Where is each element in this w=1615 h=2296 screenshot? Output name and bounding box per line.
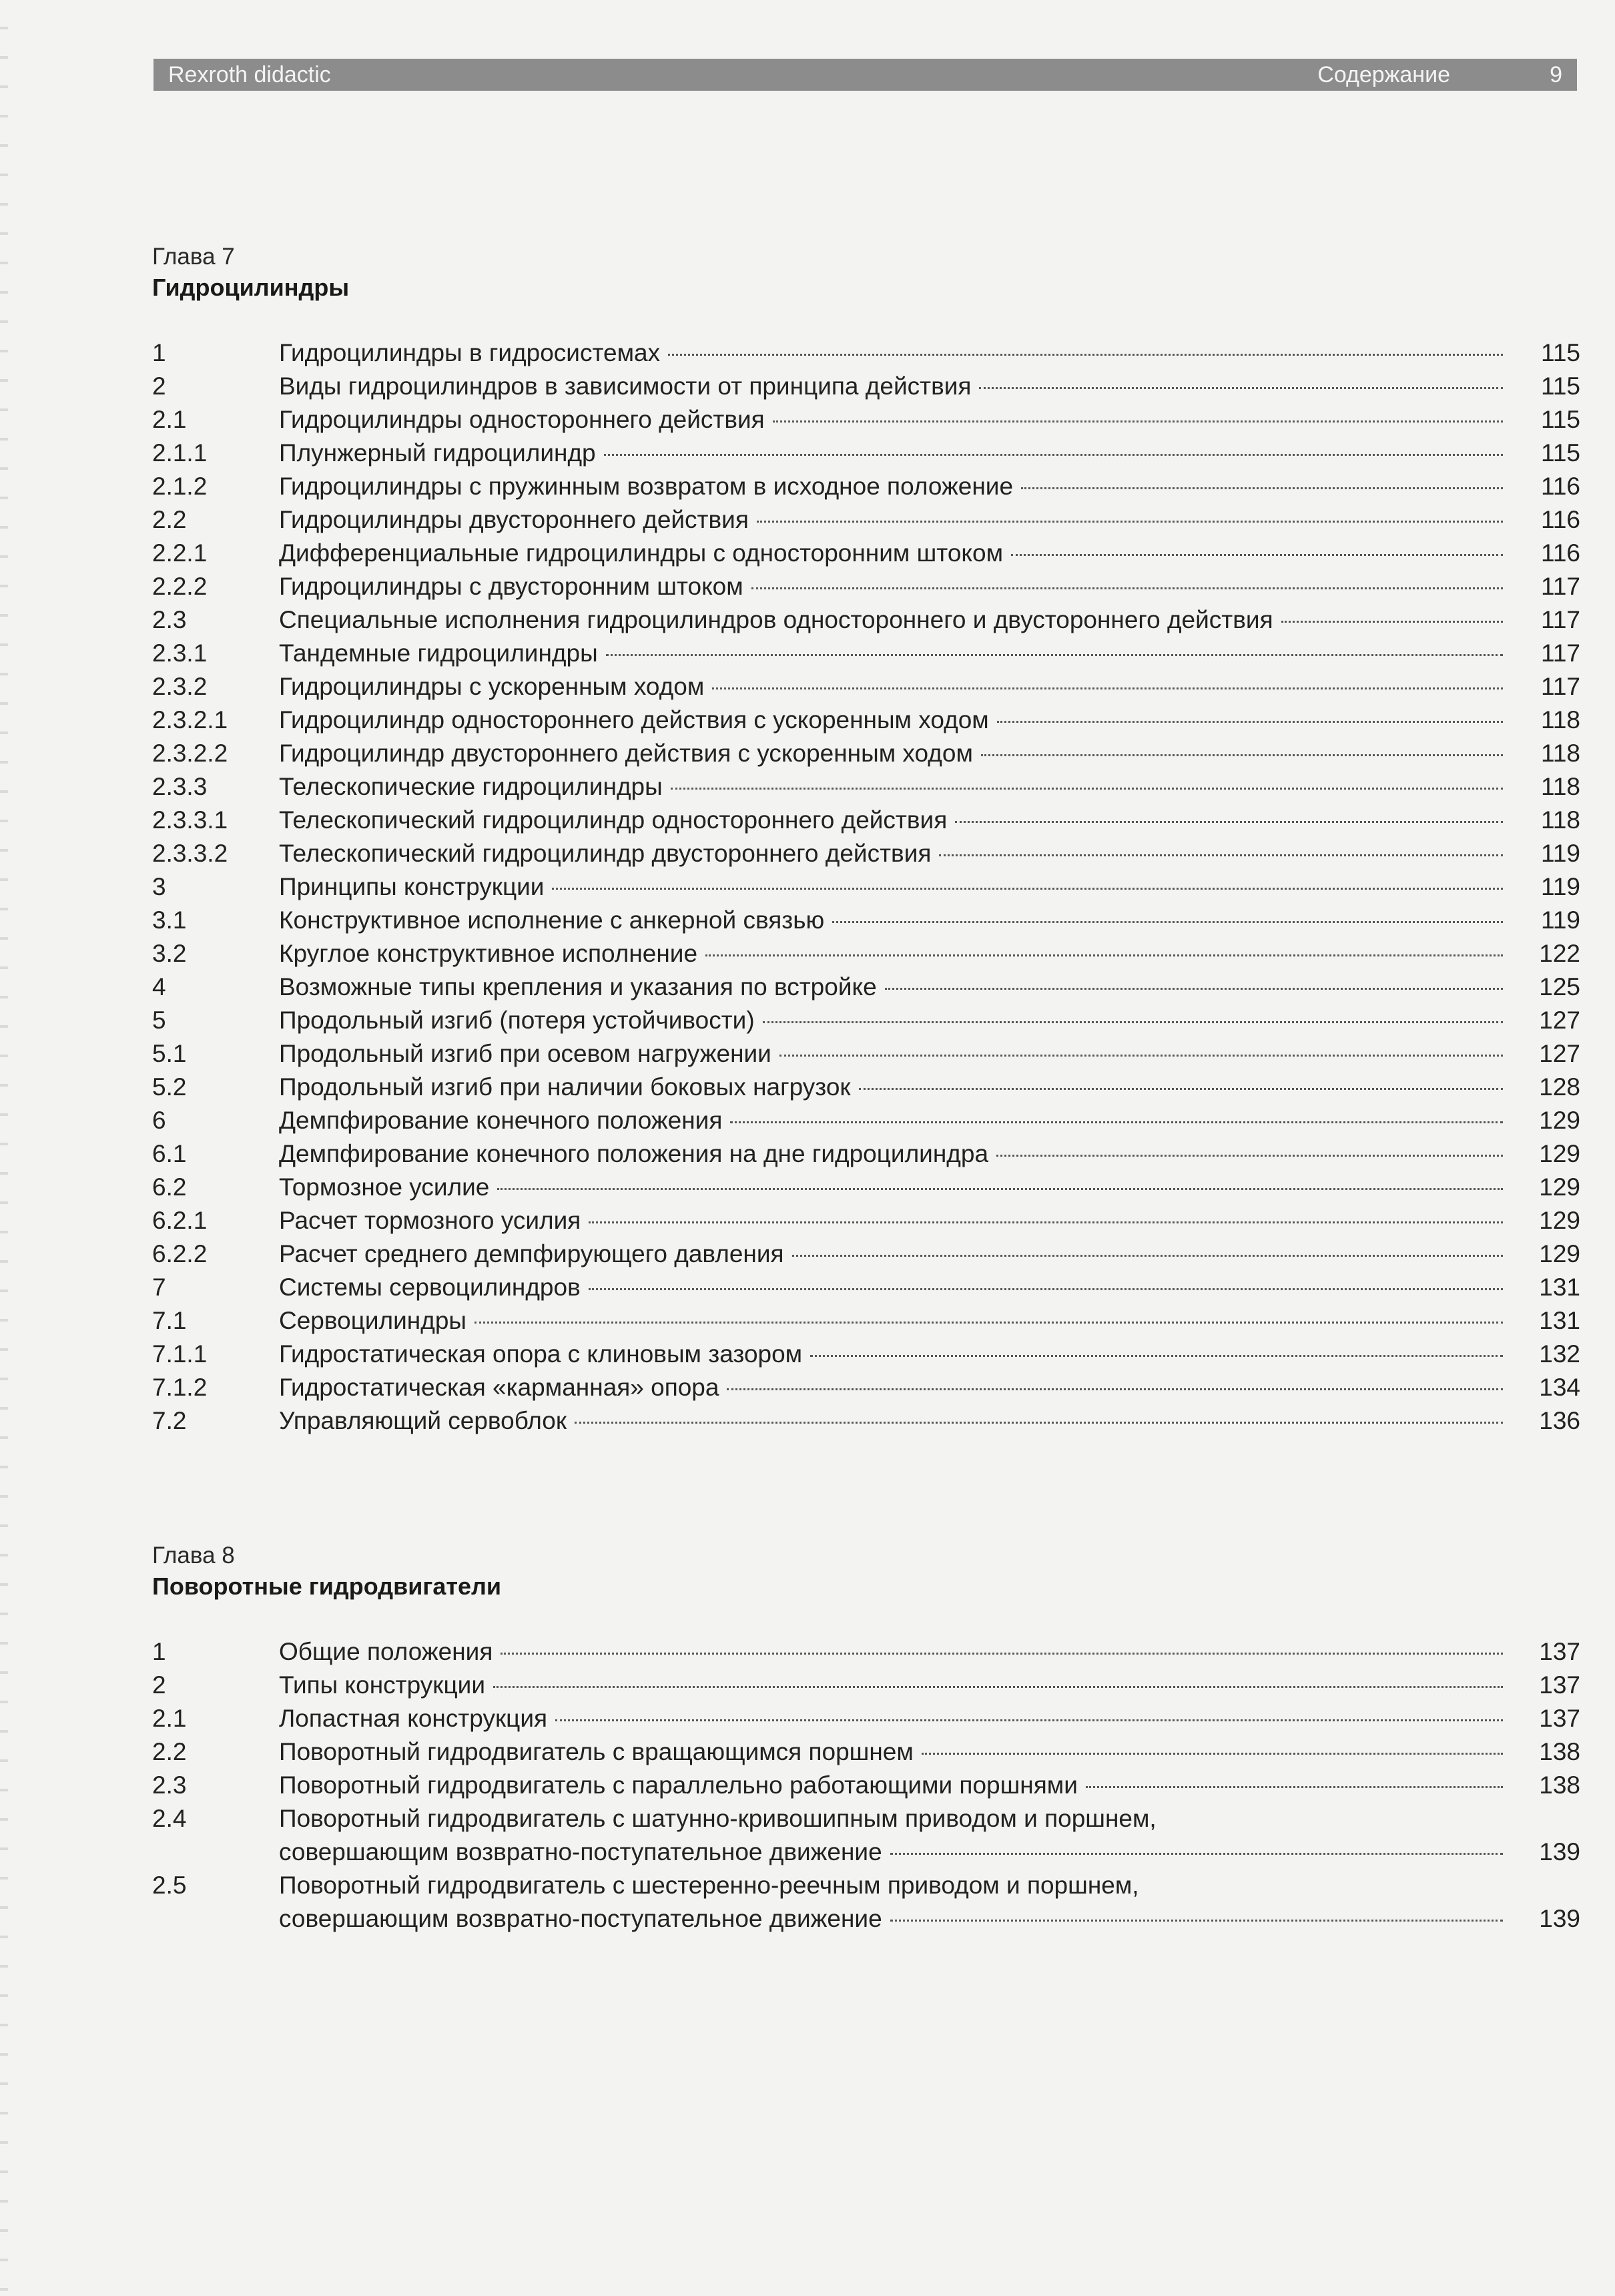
toc-entry-title: Плунжерный гидроцилиндр — [279, 439, 596, 467]
toc-dot-leader — [859, 1088, 1503, 1090]
toc-entry-number: 3.1 — [152, 906, 187, 934]
toc-entry — [152, 1735, 1580, 1769]
toc-entry-page: 127 — [1539, 1007, 1580, 1034]
toc-entry-number: 1 — [152, 339, 166, 366]
toc-dot-leader — [773, 420, 1503, 422]
toc-entry-page: 117 — [1541, 673, 1580, 700]
toc-entry — [152, 670, 1580, 703]
toc-entry — [152, 437, 1580, 470]
toc-dot-leader — [575, 1422, 1503, 1424]
toc-dot-leader — [1281, 621, 1503, 623]
toc-entry-number: 2.3.3 — [152, 773, 208, 800]
toc-entry-page: 118 — [1541, 806, 1580, 834]
toc-entry — [152, 637, 1580, 670]
toc-entry-page: 129 — [1539, 1140, 1580, 1167]
toc-entry-number: 2.3.3.2 — [152, 840, 228, 867]
toc-entry — [152, 1004, 1580, 1037]
toc-entry-page: 129 — [1539, 1240, 1580, 1267]
toc-entry — [152, 1338, 1580, 1371]
toc-entry-page: 131 — [1539, 1273, 1580, 1301]
toc-entry-title-continued: совершающим возвратно-поступательное движение — [279, 1905, 882, 1932]
toc-entry-number: 5.2 — [152, 1073, 187, 1101]
toc-dot-leader — [779, 1055, 1503, 1057]
toc-entry-title: Круглое конструктивное исполнение — [279, 940, 698, 967]
toc-entry — [152, 870, 1580, 904]
toc-entry — [152, 1304, 1580, 1338]
toc-entry-number: 2.1.2 — [152, 473, 208, 500]
toc-entry — [152, 1271, 1580, 1304]
toc-entry-title-continued: совершающим возвратно-поступательное движение — [279, 1838, 882, 1866]
toc-entry-title: Гидростатическая опора с клиновым зазором — [279, 1340, 803, 1368]
toc-entry-title: Поворотный гидродвигатель с шатунно-кривошипным приводом и поршнем, — [279, 1805, 1157, 1832]
toc-entry-number: 5 — [152, 1007, 166, 1034]
toc-entry — [152, 1869, 1580, 1936]
toc-dot-leader — [792, 1255, 1503, 1257]
toc-entry-title: Гидроцилиндры двустороннего действия — [279, 506, 749, 533]
toc-entry — [152, 1104, 1580, 1137]
toc-entry — [152, 1702, 1580, 1735]
toc-entry-page: 139 — [1539, 1905, 1580, 1932]
toc-entry-title: Продольный изгиб при наличии боковых нагрузок — [279, 1073, 851, 1101]
toc-entry-page: 118 — [1541, 706, 1580, 734]
toc-entry — [152, 1037, 1580, 1071]
toc-dot-leader — [996, 1155, 1503, 1157]
toc-entry — [152, 1769, 1580, 1802]
toc-entry-title: Гидроцилиндры с двусторонним штоком — [279, 573, 743, 600]
toc-entry-page: 132 — [1539, 1340, 1580, 1368]
toc-entry-title: Гидроцилиндры в гидросистемах — [279, 339, 661, 366]
toc-dot-leader — [997, 721, 1503, 723]
toc-entry — [152, 336, 1580, 370]
toc-entry-number: 2.1 — [152, 406, 187, 433]
toc-entry-title: Лопастная конструкция — [279, 1705, 548, 1732]
toc-entry-page: 127 — [1539, 1040, 1580, 1067]
toc-entry-number: 2.2.2 — [152, 573, 208, 600]
toc-entry-number: 6.1 — [152, 1140, 187, 1167]
toc-entry-number: 7 — [152, 1273, 166, 1301]
toc-entry-title: Гидроцилиндр одностороннего действия с ускоренным ходом — [279, 706, 989, 734]
toc-entry — [152, 370, 1580, 403]
toc-dot-leader — [705, 954, 1503, 956]
toc-entry-title: Системы сервоцилиндров — [279, 1273, 581, 1301]
toc-dot-leader — [981, 754, 1503, 756]
toc-entry-page: 115 — [1541, 406, 1580, 433]
toc-entry-page: 137 — [1539, 1671, 1580, 1699]
toc-entry — [152, 603, 1580, 637]
toc-dot-leader — [604, 454, 1503, 456]
toc-dot-leader — [763, 1021, 1503, 1023]
toc-entry-page: 128 — [1539, 1073, 1580, 1101]
toc-entry-title: Тандемные гидроцилиндры — [279, 639, 598, 667]
toc-entry-number: 2.3 — [152, 606, 187, 633]
toc-entry-number: 2 — [152, 1671, 166, 1699]
toc-entry-number: 1 — [152, 1638, 166, 1665]
toc-dot-leader — [939, 854, 1503, 856]
toc-entry-title: Конструктивное исполнение с анкерной связью — [279, 906, 825, 934]
toc-entry — [152, 1371, 1580, 1404]
toc-entry-number: 6.2.1 — [152, 1207, 208, 1234]
toc-entry-number: 2.3.2.1 — [152, 706, 228, 734]
toc-entry-page: 117 — [1541, 606, 1580, 633]
toc-entry-page: 138 — [1539, 1738, 1580, 1765]
toc-entry-page: 119 — [1541, 906, 1580, 934]
toc-entry-number: 6 — [152, 1107, 166, 1134]
toc-entry-number: 2.3.1 — [152, 639, 208, 667]
toc-entry-title: Общие положения — [279, 1638, 493, 1665]
toc-dot-leader — [671, 788, 1503, 790]
toc-entry — [152, 403, 1580, 437]
running-header — [153, 59, 1577, 91]
toc-entry-title: Поворотный гидродвигатель с вращающимся поршнем — [279, 1738, 914, 1765]
toc-entry-page: 116 — [1541, 539, 1580, 567]
toc-entry-title: Продольный изгиб при осевом нагружении — [279, 1040, 771, 1067]
header-page-number: 9 — [1550, 62, 1562, 87]
chapter-7-section — [152, 242, 1580, 1438]
toc-entry — [152, 837, 1580, 870]
toc-entry-title: Демпфирование конечного положения на дне гидроцилиндра — [279, 1140, 989, 1167]
toc-entry-title: Дифференциальные гидроцилиндры с односторонним штоком — [279, 539, 1004, 567]
toc-entry-number: 2.3.2 — [152, 673, 208, 700]
chapter-label: Глава 7 — [152, 244, 235, 270]
toc-entry-page: 131 — [1539, 1307, 1580, 1334]
toc-entry-page: 115 — [1541, 439, 1580, 467]
toc-entry-title: Поворотный гидродвигатель с параллельно работающими поршнями — [279, 1771, 1078, 1799]
toc-entry-number: 5.1 — [152, 1040, 187, 1067]
binding-edge — [0, 0, 8, 2296]
toc-entry-number: 7.2 — [152, 1407, 187, 1434]
toc-entry-number: 2.2 — [152, 1738, 187, 1765]
toc-entry-number: 3 — [152, 873, 166, 900]
toc-entry-page: 122 — [1539, 940, 1580, 967]
toc-entry-number: 2.5 — [152, 1872, 187, 1899]
toc-entry — [152, 970, 1580, 1004]
toc-entry-title: Продольный изгиб (потеря устойчивости) — [279, 1007, 755, 1034]
toc-entry-page: 115 — [1541, 372, 1580, 400]
toc-dot-leader — [890, 1853, 1503, 1855]
toc-entry-number: 2.4 — [152, 1805, 187, 1832]
toc-entry — [152, 904, 1580, 937]
toc-entry-number: 2.1 — [152, 1705, 187, 1732]
toc-entry-page: 119 — [1541, 840, 1580, 867]
toc-entry-number: 2.3.3.1 — [152, 806, 228, 834]
toc-entry-title: Гидроцилиндр двустороннего действия с ускоренным ходом — [279, 740, 973, 767]
toc-entry-page: 138 — [1539, 1771, 1580, 1799]
toc-dot-leader — [810, 1355, 1503, 1357]
toc-dot-leader — [552, 888, 1503, 890]
toc-entry-number: 6.2.2 — [152, 1240, 208, 1267]
toc-entry-page: 125 — [1539, 973, 1580, 1000]
toc-entry-page: 137 — [1539, 1638, 1580, 1665]
toc-dot-leader — [589, 1221, 1503, 1223]
toc-dot-leader — [555, 1719, 1503, 1721]
toc-entry — [152, 703, 1580, 737]
toc-entry-title: Принципы конструкции — [279, 873, 545, 900]
toc-entry-title: Типы конструкции — [279, 1671, 485, 1699]
toc-dot-leader — [712, 687, 1503, 689]
toc-entry-title: Гидроцилиндры с пружинным возвратом в исходное положение — [279, 473, 1014, 500]
toc-dot-leader — [730, 1121, 1503, 1123]
toc-entry-page: 129 — [1539, 1173, 1580, 1201]
toc-dot-leader — [955, 821, 1503, 823]
toc-entry — [152, 1071, 1580, 1104]
toc-entry-page: 116 — [1541, 473, 1580, 500]
toc-entry — [152, 1669, 1580, 1702]
toc-entry-page: 118 — [1541, 773, 1580, 800]
toc-entry-page: 118 — [1541, 740, 1580, 767]
header-section-title: Содержание — [1317, 62, 1450, 87]
toc-entry-number: 7.1.1 — [152, 1340, 208, 1368]
toc-entry-number: 2.3.2.2 — [152, 740, 228, 767]
chapter-label: Глава 8 — [152, 1542, 235, 1568]
toc-entry-title: Демпфирование конечного положения — [279, 1107, 723, 1134]
chapter-title: Гидроцилиндры — [152, 274, 350, 301]
toc-entry-number: 7.1.2 — [152, 1374, 208, 1401]
toc-entry-title: Телескопический гидроцилиндр двустороннего действия — [279, 840, 932, 867]
toc-dot-leader — [589, 1288, 1503, 1290]
toc-entry-title: Специальные исполнения гидроцилиндров одностороннего и двустороннего действия — [279, 606, 1273, 633]
toc-dot-leader — [922, 1753, 1503, 1755]
toc-dot-leader — [501, 1653, 1503, 1655]
toc-entry — [152, 503, 1580, 537]
toc-entry-number: 2 — [152, 372, 166, 400]
toc-entry-page: 115 — [1541, 339, 1580, 366]
toc-dot-leader — [727, 1388, 1503, 1390]
toc-entry-page: 137 — [1539, 1705, 1580, 1732]
toc-entry-page: 134 — [1539, 1374, 1580, 1401]
header-brand: Rexroth didactic — [168, 62, 331, 87]
toc-entry-title: Расчет среднего демпфирующего давления — [279, 1240, 784, 1267]
toc-entry-title: Сервоцилиндры — [279, 1307, 467, 1334]
toc-entry — [152, 737, 1580, 770]
toc-entry-number: 6.2 — [152, 1173, 187, 1201]
toc-dot-leader — [832, 921, 1503, 923]
toc-dot-leader — [606, 654, 1503, 656]
toc-entry-number: 7.1 — [152, 1307, 187, 1334]
toc-entry-title: Расчет тормозного усилия — [279, 1207, 581, 1234]
toc-entry-page: 117 — [1541, 639, 1580, 667]
toc-entry — [152, 1635, 1580, 1669]
toc-entry-title: Телескопические гидроцилиндры — [279, 773, 663, 800]
toc-entry-number: 3.2 — [152, 940, 187, 967]
toc-entry — [152, 1204, 1580, 1237]
toc-entry-number: 2.1.1 — [152, 439, 208, 467]
toc-list — [152, 336, 1580, 1438]
toc-entry — [152, 1404, 1580, 1438]
toc-entry — [152, 937, 1580, 970]
toc-entry-title: Телескопический гидроцилиндр одностороннего действия — [279, 806, 948, 834]
toc-entry — [152, 770, 1580, 804]
toc-entry-page: 117 — [1541, 573, 1580, 600]
toc-entry-page: 119 — [1541, 873, 1580, 900]
toc-entry-page: 129 — [1539, 1207, 1580, 1234]
toc-dot-leader — [493, 1686, 1503, 1688]
toc-dot-leader — [474, 1322, 1503, 1324]
toc-entry-page: 136 — [1539, 1407, 1580, 1434]
toc-entry-title: Гидроцилиндры с ускоренным ходом — [279, 673, 705, 700]
toc-dot-leader — [1011, 554, 1503, 556]
toc-dot-leader — [497, 1188, 1503, 1190]
toc-dot-leader — [1086, 1786, 1503, 1788]
toc-entry — [152, 1171, 1580, 1204]
toc-dot-leader — [979, 387, 1503, 389]
toc-entry — [152, 570, 1580, 603]
chapter-8-section — [152, 1540, 1580, 1936]
toc-dot-leader — [668, 354, 1503, 356]
toc-entry-number: 2.2.1 — [152, 539, 208, 567]
chapter-title: Поворотные гидродвигатели — [152, 1572, 502, 1600]
toc-entry — [152, 1137, 1580, 1171]
toc-entry-title: Поворотный гидродвигатель с шестеренно-реечным приводом и поршнем, — [279, 1872, 1139, 1899]
toc-entry-page: 129 — [1539, 1107, 1580, 1134]
toc-entry — [152, 1237, 1580, 1271]
toc-list — [152, 1635, 1580, 1936]
toc-entry-title: Возможные типы крепления и указания по встройке — [279, 973, 877, 1000]
toc-dot-leader — [890, 1920, 1503, 1922]
toc-entry-title: Управляющий сервоблок — [279, 1407, 567, 1434]
toc-entry-number: 2.3 — [152, 1771, 187, 1799]
toc-dot-leader — [751, 587, 1503, 589]
toc-dot-leader — [885, 988, 1503, 990]
toc-entry-title: Гидростатическая «карманная» опора — [279, 1374, 719, 1401]
toc-entry-title: Тормозное усилие — [279, 1173, 490, 1201]
toc-entry — [152, 537, 1580, 570]
toc-entry — [152, 1802, 1580, 1869]
toc-entry-title: Гидроцилиндры одностороннего действия — [279, 406, 765, 433]
toc-entry — [152, 470, 1580, 503]
toc-dot-leader — [757, 521, 1503, 523]
toc-entry-title: Виды гидроцилиндров в зависимости от принципа действия — [279, 372, 972, 400]
toc-entry-page: 116 — [1541, 506, 1580, 533]
toc-dot-leader — [1021, 487, 1503, 489]
toc-entry-page: 139 — [1539, 1838, 1580, 1866]
toc-entry — [152, 804, 1580, 837]
toc-entry-number: 4 — [152, 973, 166, 1000]
toc-entry-number: 2.2 — [152, 506, 187, 533]
